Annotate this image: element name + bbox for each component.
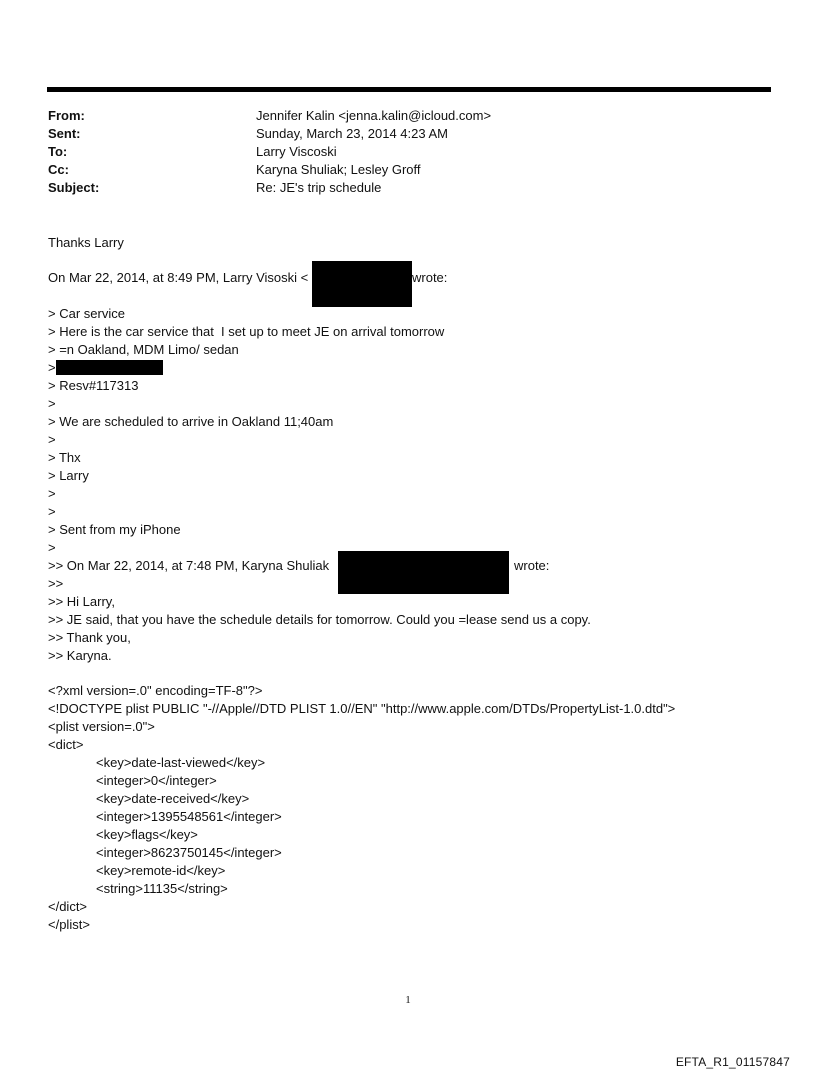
cc-row [48,161,748,179]
from-label: From: [48,108,85,123]
plist-line: <key>date-last-viewed</key> [96,755,266,770]
plist-line: <key>flags</key> [96,827,198,842]
quote1-header-prefix: On Mar 22, 2014, at 8:49 PM, Larry Visoski < [48,270,309,285]
header-rule [47,87,771,92]
to-label: To: [48,144,68,159]
cc-label: Cc: [48,162,69,177]
email-header [48,107,748,197]
quote-line: > Here is the car service that I set up to meet JE on arrival tomorrow [48,324,445,339]
quote-line: > [48,504,56,519]
quote2-header-suffix: wrote: [514,558,550,573]
plist-line: <integer>0</integer> [96,773,217,788]
cc-value: Karyna Shuliak; Lesley Groff [256,162,421,177]
subject-label: Subject: [48,180,100,195]
quote-line: >> Karyna. [48,648,112,663]
subject-value: Re: JE's trip schedule [256,180,382,195]
page-number: 1 [405,994,411,1006]
redaction-block [338,551,509,594]
quote-line: > [48,396,56,411]
plist-line: <key>remote-id</key> [96,863,226,878]
redaction-block [56,360,163,375]
quote-line: > Car service [48,306,125,321]
quote-line: > =n Oakland, MDM Limo/ sedan [48,342,239,357]
quote-line: >> Hi Larry, [48,594,115,609]
plist-line: <key>date-received</key> [96,791,250,806]
from-row [48,107,748,125]
plist-line: <integer>8623750145</integer> [96,845,282,860]
quote-line: > [48,432,56,447]
plist-line: <integer>1395548561</integer> [96,809,282,824]
quote-line: > [48,540,56,555]
quote1-header-suffix: wrote: [412,270,448,285]
plist-line: </plist> [48,917,90,932]
quote-line: >> JE said, that you have the schedule details for tomorrow. Could you =lease send us a copy. [48,612,591,627]
sent-label: Sent: [48,126,81,141]
plist-line: <?xml version=.0" encoding=TF-8"?> [48,683,263,698]
quote-line: > Sent from my iPhone [48,522,181,537]
bates-number: EFTA_R1_01157847 [675,1055,790,1069]
quote-line: >> Thank you, [48,630,131,645]
quote-line: > Thx [48,450,81,465]
to-row [48,143,748,161]
greeting-line: Thanks Larry [48,235,124,250]
quote-line: > [48,486,56,501]
plist-line: <string>11135</string> [96,881,228,896]
quote-line: > We are scheduled to arrive in Oakland 11;40am [48,414,334,429]
plist-line: </dict> [48,899,88,914]
from-value: Jennifer Kalin <jenna.kalin@icloud.com> [256,108,492,123]
quote-line: > [48,360,56,375]
redaction-block [312,261,412,307]
subject-row [48,179,748,197]
sent-row [48,125,748,143]
quote2-header-prefix: >> On Mar 22, 2014, at 7:48 PM, Karyna Shuliak [48,558,330,573]
sent-value: Sunday, March 23, 2014 4:23 AM [256,126,448,141]
plist-line: <plist version=.0"> [48,719,155,734]
quote-line: > Resv#117313 [48,378,139,393]
plist-line: <!DOCTYPE plist PUBLIC "-//Apple//DTD PLIST 1.0//EN" "http://www.apple.com/DTDs/PropertyList-1.0.dtd"> [48,701,676,716]
plist-line: <dict> [48,737,84,752]
quote-line: > Larry [48,468,89,483]
quote-line: >> [48,576,64,591]
to-value: Larry Viscoski [256,144,337,159]
